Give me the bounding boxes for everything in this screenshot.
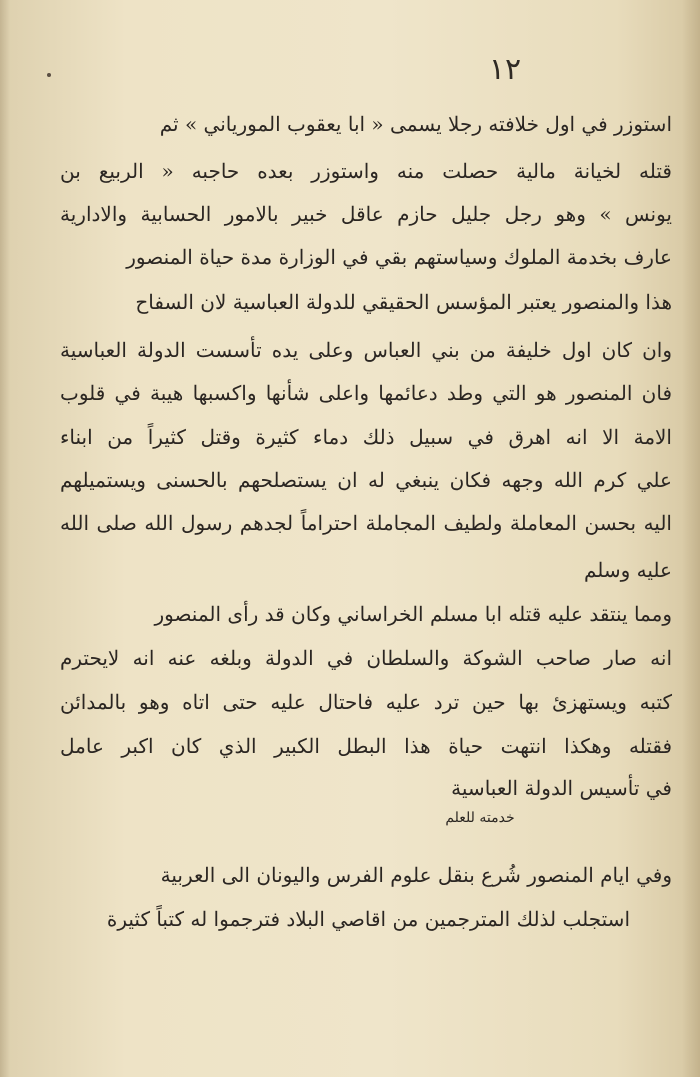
text-line: ومما ينتقد عليه قتله ابا مسلم الخراساني وكان قد رأى المنصور <box>154 602 672 626</box>
text-line: هذا والمنصور يعتبر المؤسس الحقيقي للدولة العباسية لان السفاح <box>135 290 672 314</box>
text-line: عليه وسلم <box>583 558 672 582</box>
text-line: كتبه ويستهزئ بها حين ترد عليه فاحتال عليه حتى اتاه وهو بالمدائن <box>60 690 672 714</box>
section-heading: خدمته للعلم <box>445 810 515 826</box>
page-edge-shadow <box>682 0 700 1077</box>
text-line: انه صار صاحب الشوكة والسلطان في الدولة وبلغه عنه انه لايحترم <box>60 646 673 670</box>
page-binding-shadow <box>0 0 10 1077</box>
page-number: ١٢ <box>488 52 522 87</box>
text-line: فقتله وهكذا انتهت حياة هذا البطل الكبير الذي كان اكبر عامل <box>60 734 673 758</box>
text-line: الامة الا انه اهرق في سبيل ذلك دماء كثيرة وقتل كثيراً من ابناء <box>60 425 672 449</box>
text-line: استجلب لذلك المترجمين من اقاصي البلاد فترجموا له كتباً كثيرة <box>106 907 630 931</box>
text-line: في تأسيس الدولة العباسية <box>451 776 672 800</box>
text-line: فان المنصور هو التي وطد دعائمها واعلى شأنها واكسبها هيبة في قلوب <box>60 381 672 405</box>
text-line: عارف بخدمة الملوك وسياستهم بقي في الوزارة مدة حياة المنصور <box>126 245 672 269</box>
text-line: استوزر في اول خلافته رجلا يسمى « ابا يعقوب المورياني » ثم <box>159 112 672 136</box>
text-line: وان كان اول خليفة من بني العباس وعلى يده تأسست الدولة العباسية <box>60 338 672 362</box>
text-line: قتله لخيانة مالية حصلت منه واستوزر بعده حاجبه « الربيع بن <box>60 159 672 183</box>
text-line: يونس » وهو رجل جليل حازم عاقل خبير بالامور الحسابية والادارية <box>60 202 672 226</box>
ink-dot <box>47 73 51 77</box>
text-line: اليه بحسن المعاملة ولطيف المجاملة احتراماً لجدهم رسول الله صلى الله <box>60 511 672 535</box>
text-line: وفي ايام المنصور شُرع بنقل علوم الفرس واليونان الى العربية <box>160 863 672 887</box>
text-line: علي كرم الله وجهه فكان ينبغي له ان يستصلحهم بالحسنى ويستميلهم <box>60 468 672 492</box>
